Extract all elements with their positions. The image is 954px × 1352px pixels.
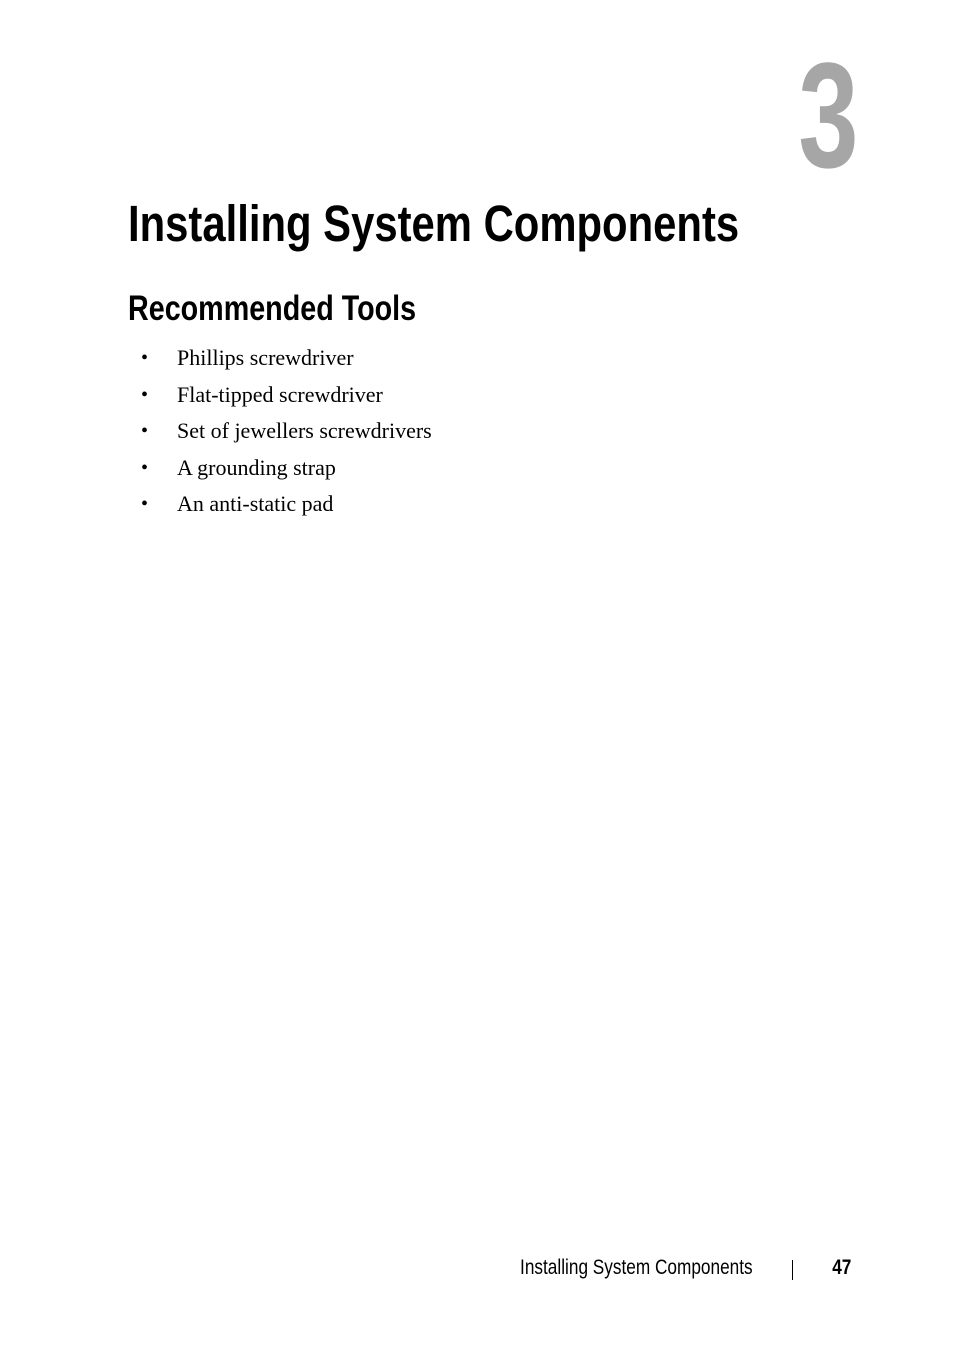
- bullet-icon: •: [141, 420, 149, 442]
- bullet-icon: •: [141, 456, 149, 479]
- bullet-icon: •: [141, 493, 149, 515]
- page-number: 47: [831, 1256, 851, 1279]
- chapter-number: 3: [797, 31, 858, 199]
- footer-title: Installing System Components: [520, 1256, 753, 1279]
- list-item-text: An anti-static pad: [177, 491, 334, 516]
- list-item-text: Phillips screwdriver: [177, 345, 354, 370]
- bullet-icon: •: [141, 347, 149, 369]
- list-item-text: Flat-tipped screwdriver: [177, 381, 383, 407]
- chapter-title: Installing System Components: [128, 195, 740, 252]
- footer-divider: [792, 1260, 793, 1280]
- list-item-text: Set of jewellers screwdrivers: [177, 418, 432, 443]
- page-footer: [0, 1254, 954, 1284]
- section-heading: Recommended Tools: [128, 289, 417, 328]
- bullet-icon: •: [141, 383, 149, 406]
- list-item-text: A grounding strap: [177, 454, 336, 480]
